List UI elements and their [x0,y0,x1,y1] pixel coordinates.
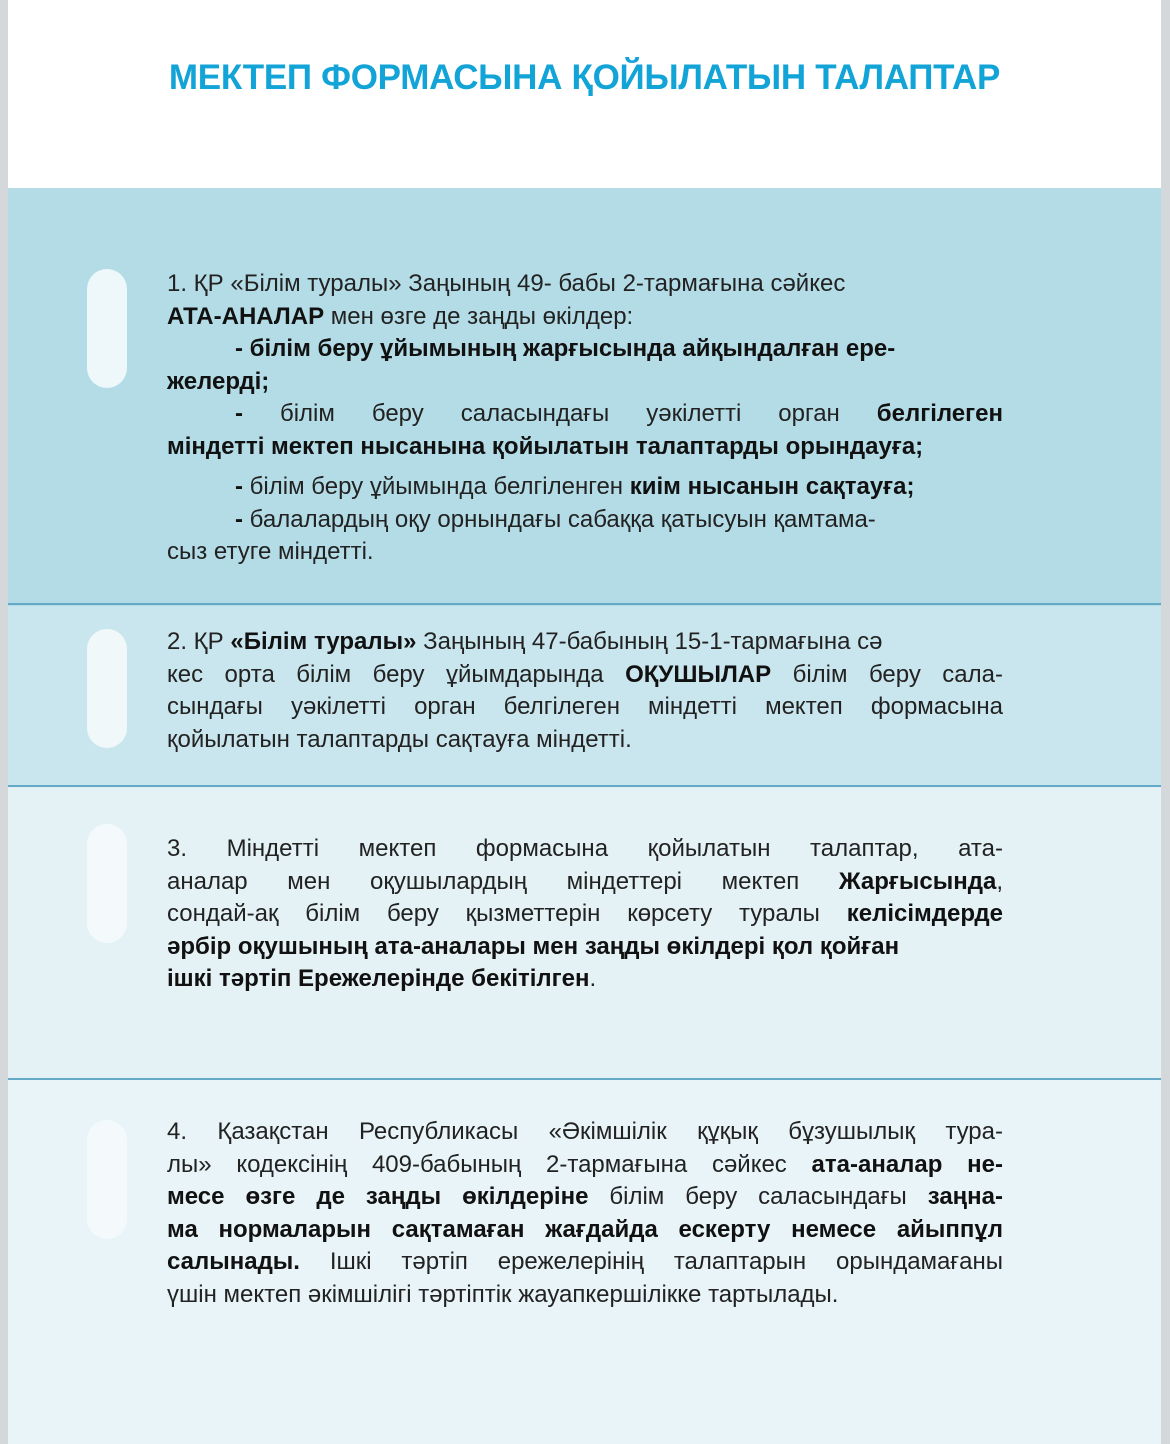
text-line: 4. Қазақстан Республикасы «Әкімшілік құқық бұзушылық тура- [167,1118,1003,1145]
text-line: 3. Міндетті мектеп формасына қойылатын талаптар, ата- [167,835,1003,862]
requirement-text-4 [167,1116,1003,1311]
text-line: қойылатын талаптарды сақтауға міндетті. [167,725,632,753]
text-line: месе өзге де заңды өкілдеріне білім беру саласындағы заңна- [167,1183,1003,1210]
text-line: - білім беру ұйымында белгіленген киім нысанын сақтауға; [235,473,915,500]
bullet-marker [87,269,127,388]
requirement-section-4 [8,1080,1161,1444]
page-title: МЕКТЕП ФОРМАСЫНА ҚОЙЫЛАТЫН ТАЛАПТАР [168,58,1001,97]
requirement-text-2 [167,626,1003,756]
text-line: кес орта білім беру ұйымдарында ОҚУШЫЛАР білім беру сала- [167,660,1003,688]
text-line: сыз етуге міндетті. [167,538,374,565]
requirement-section-2 [8,606,1161,787]
requirement-section-3 [8,787,1161,1080]
text-line: АТА-АНАЛАР мен өзге де заңды өкілдер: [167,302,634,330]
text-line: ішкі тәртіп Ережелерінде бекітілген. [167,965,597,992]
requirement-section-1 [8,188,1161,606]
text-line: үшін мектеп әкімшілігі тәртіптік жауапкершілікке тартылады. [167,1280,839,1308]
text-line: лы» кодексінің 409-бабының 2-тармағына сәйкес ата-аналар не- [167,1150,1003,1178]
document-page [8,0,1161,1444]
text-line: - балалардың оқу орнындағы сабаққа қатысуын қамтама- [235,505,876,533]
section-divider [8,603,1161,605]
text-line: 2. ҚР «Білім туралы» Заңының 47-бабының 15-1-тармағына сә [167,628,883,655]
text-line: ма нормаларын сақтамаған жағдайда ескерту немесе айыппұл [167,1215,1003,1243]
text-line: 1. ҚР «Білім туралы» Заңының 49- бабы 2-тармағына сәйкес [167,270,846,297]
bullet-marker [87,1120,127,1239]
text-line: әрбір оқушының ата-аналары мен заңды өкілдері қол қойған [167,932,900,960]
bullet-marker [87,629,127,748]
text-line: сындағы уәкілетті орган белгілеген міндетті мектеп формасына [167,693,1003,720]
text-line: міндетті мектеп нысанына қойылатын талаптарды орындауға; [167,432,924,460]
text-line: сондай-ақ білім беру қызметтерін көрсету туралы келісімдерде [167,900,1003,927]
text-line: - білім беру ұйымының жарғысында айқындалған ере- [235,335,896,362]
bullet-marker [87,824,127,943]
requirement-text-1 [167,268,1003,569]
text-line: салынады. Ішкі тәртіп ережелерінің талаптарын орындамағаны [167,1248,1003,1275]
text-line: аналар мен оқушылардың міндеттері мектеп Жарғысында, [167,867,1003,895]
text-line: желерді; [167,367,270,395]
text-line: - білім беру саласындағы уәкілетті орган белгілеген [235,400,1003,427]
requirement-text-3 [167,833,1003,996]
